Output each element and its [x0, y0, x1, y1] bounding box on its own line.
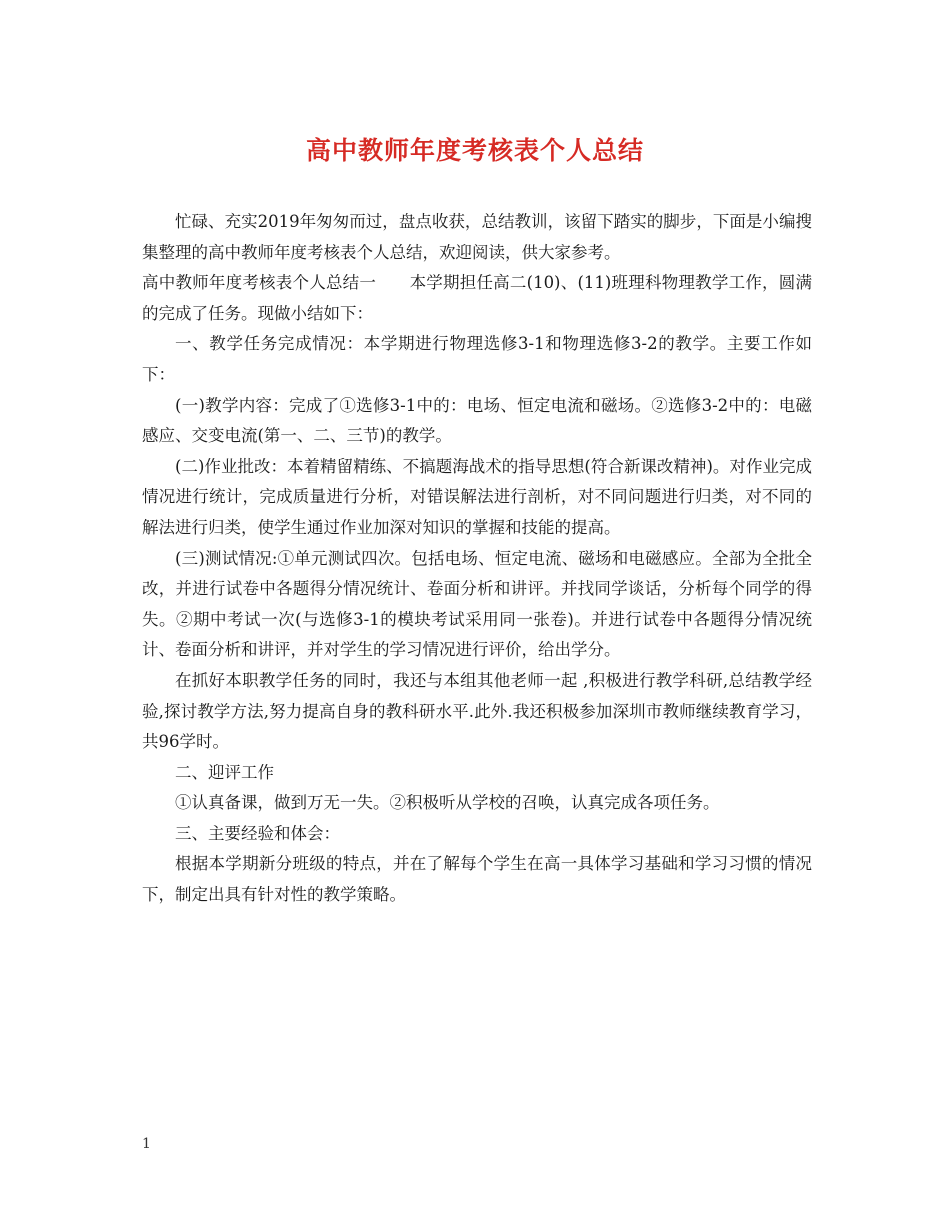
- paragraph-homework: (二)作业批改：本着精留精练、不搞题海战术的指导思想(符合新课改精神)。对作业完成情况进行统计，完成质量进行分析，对错误解法进行剖析，对不同问题进行归类，对不同的解法进行归类，使学生通过作业加深对知识的掌握和技能的提高。: [142, 456, 812, 537]
- paragraph-teaching-tasks: 一、教学任务完成情况：本学期进行物理选修3-1和物理选修3-2的教学。主要工作如下：: [142, 334, 812, 384]
- document-title: 高中教师年度考核表个人总结: [305, 136, 644, 165]
- paragraph-teaching-content: (一)教学内容：完成了①选修3-1中的：电场、恒定电流和磁场。②选修3-2中的：电磁感应、交变电流(第一、二、三节)的教学。: [142, 395, 812, 446]
- document-body: [142, 207, 812, 911]
- paragraph-testing: (三)测试情况:①单元测试四次。包括电场、恒定电流、磁场和电磁感应。全部为全批全改，并进行试卷中各题得分情况统计、卷面分析和讲评。并找同学谈话，分析每个同学的得失。②期中考试一次(与选修3-1的模块考试采用同一张卷)。并进行试卷中各题得分情况统计、卷面分析和讲评，并对学生的学习情况进行评价，给出学分。: [142, 548, 812, 660]
- paragraph-summary-one: 高中教师年度考核表个人总结一 本学期担任高二(10)、(11)班理科物理教学工作，圆满的完成了任务。现做小结如下：: [142, 273, 812, 323]
- paragraph-experience: 根据本学期新分班级的特点，并在了解每个学生在高一具体学习基础和学习习惯的情况下，制定出具有针对性的教学策略。: [142, 854, 812, 905]
- paragraph-evaluation-work: ①认真备课，做到万无一失。②积极听从学校的召唤，认真完成各项任务。: [175, 793, 720, 813]
- paragraph-experience-heading: 三、主要经验和体会：: [175, 823, 340, 843]
- page-number: 1: [142, 1136, 151, 1152]
- paragraph-research: 在抓好本职教学任务的同时，我还与本组其他老师一起 ,积极进行教学科研,总结教学经验,探讨教学方法,努力提高自身的教科研水平.此外.我还积极参加深圳市教师继续教育学习，共96学时。: [142, 670, 812, 752]
- paragraph-intro: 忙碌、充实2019年匆匆而过，盘点收获，总结教训，该留下踏实的脚步，下面是小编搜集整理的高中教师年度考核表个人总结，欢迎阅读，供大家参考。: [142, 212, 812, 262]
- paragraph-evaluation-heading: 二、迎评工作: [175, 762, 274, 782]
